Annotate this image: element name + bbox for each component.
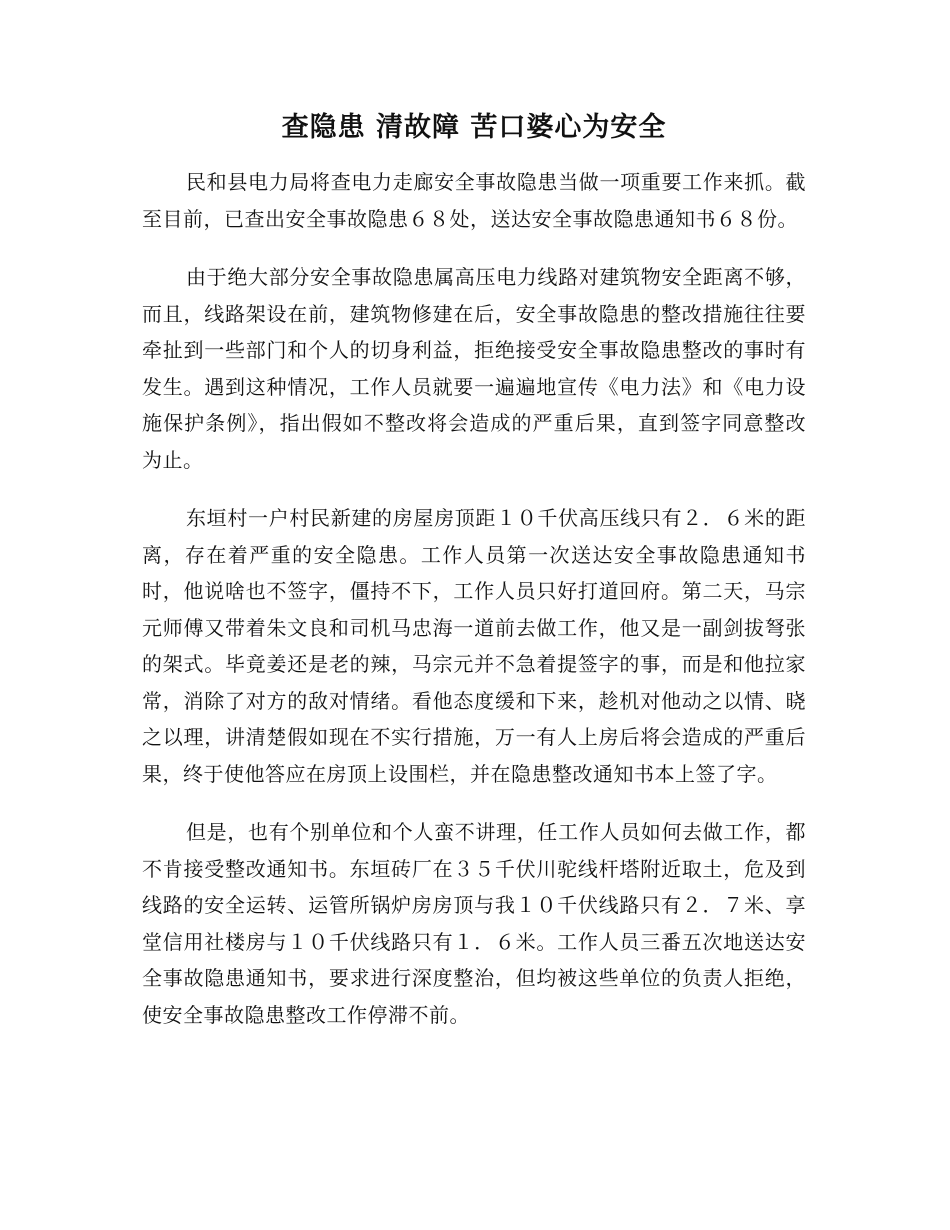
- paragraph-3: 东垣村一户村民新建的房屋房顶距１０千伏高压线只有２．６米的距离，存在着严重的安全隐患。工作人员第一次送达安全事故隐患通知书时，他说啥也不签字，僵持不下，工作人员只好打道回府。第二天，马宗元师傅又带着朱文良和司机马忠海一道前去做工作，他又是一副剑拔弩张的架式。毕竟姜还是老的辣，马宗元并不急着提签字的事，而是和他拉家常，消除了对方的敌对情绪。看他态度缓和下来，趁机对他动之以情、晓之以理，讲清楚假如现在不实行措施，万一有人上房后将会造成的严重后果，终于使他答应在房顶上设围栏，并在隐患整改通知书本上签了字。: [142, 506, 806, 786]
- paragraph-2: 由于绝大部分安全事故隐患属高压电力线路对建筑物安全距离不够，而且，线路架设在前，建筑物修建在后，安全事故隐患的整改措施往往要牵扯到一些部门和个人的切身利益，拒绝接受安全事故隐患整改的事时有发生。遇到这种情况，工作人员就要一遍遍地宣传《电力法》和《电力设施保护条例》，指出假如不整改将会造成的严重后果，直到签字同意整改为止。: [142, 265, 806, 472]
- paragraph-4: 但是，也有个别单位和个人蛮不讲理，任工作人员如何去做工作，都不肯接受整改通知书。东垣砖厂在３５千伏川驼线杆塔附近取土，危及到线路的安全运转、运管所锅炉房房顶与我１０千伏线路只有２．７米、享堂信用社楼房与１０千伏线路只有１．６米。工作人员三番五次地送达安全事故隐患通知书，要求进行深度整治，但均被这些单位的负责人拒绝，使安全事故隐患整改工作停滞不前。: [142, 820, 806, 1027]
- document-page: [142, 108, 806, 1055]
- document-title: 查隐患 清故障 苦口婆心为安全: [281, 112, 667, 143]
- paragraph-1: 民和县电力局将查电力走廊安全事故隐患当做一项重要工作来抓。截至目前，已查出安全事故隐患６８处，送达安全事故隐患通知书６８份。: [142, 170, 806, 231]
